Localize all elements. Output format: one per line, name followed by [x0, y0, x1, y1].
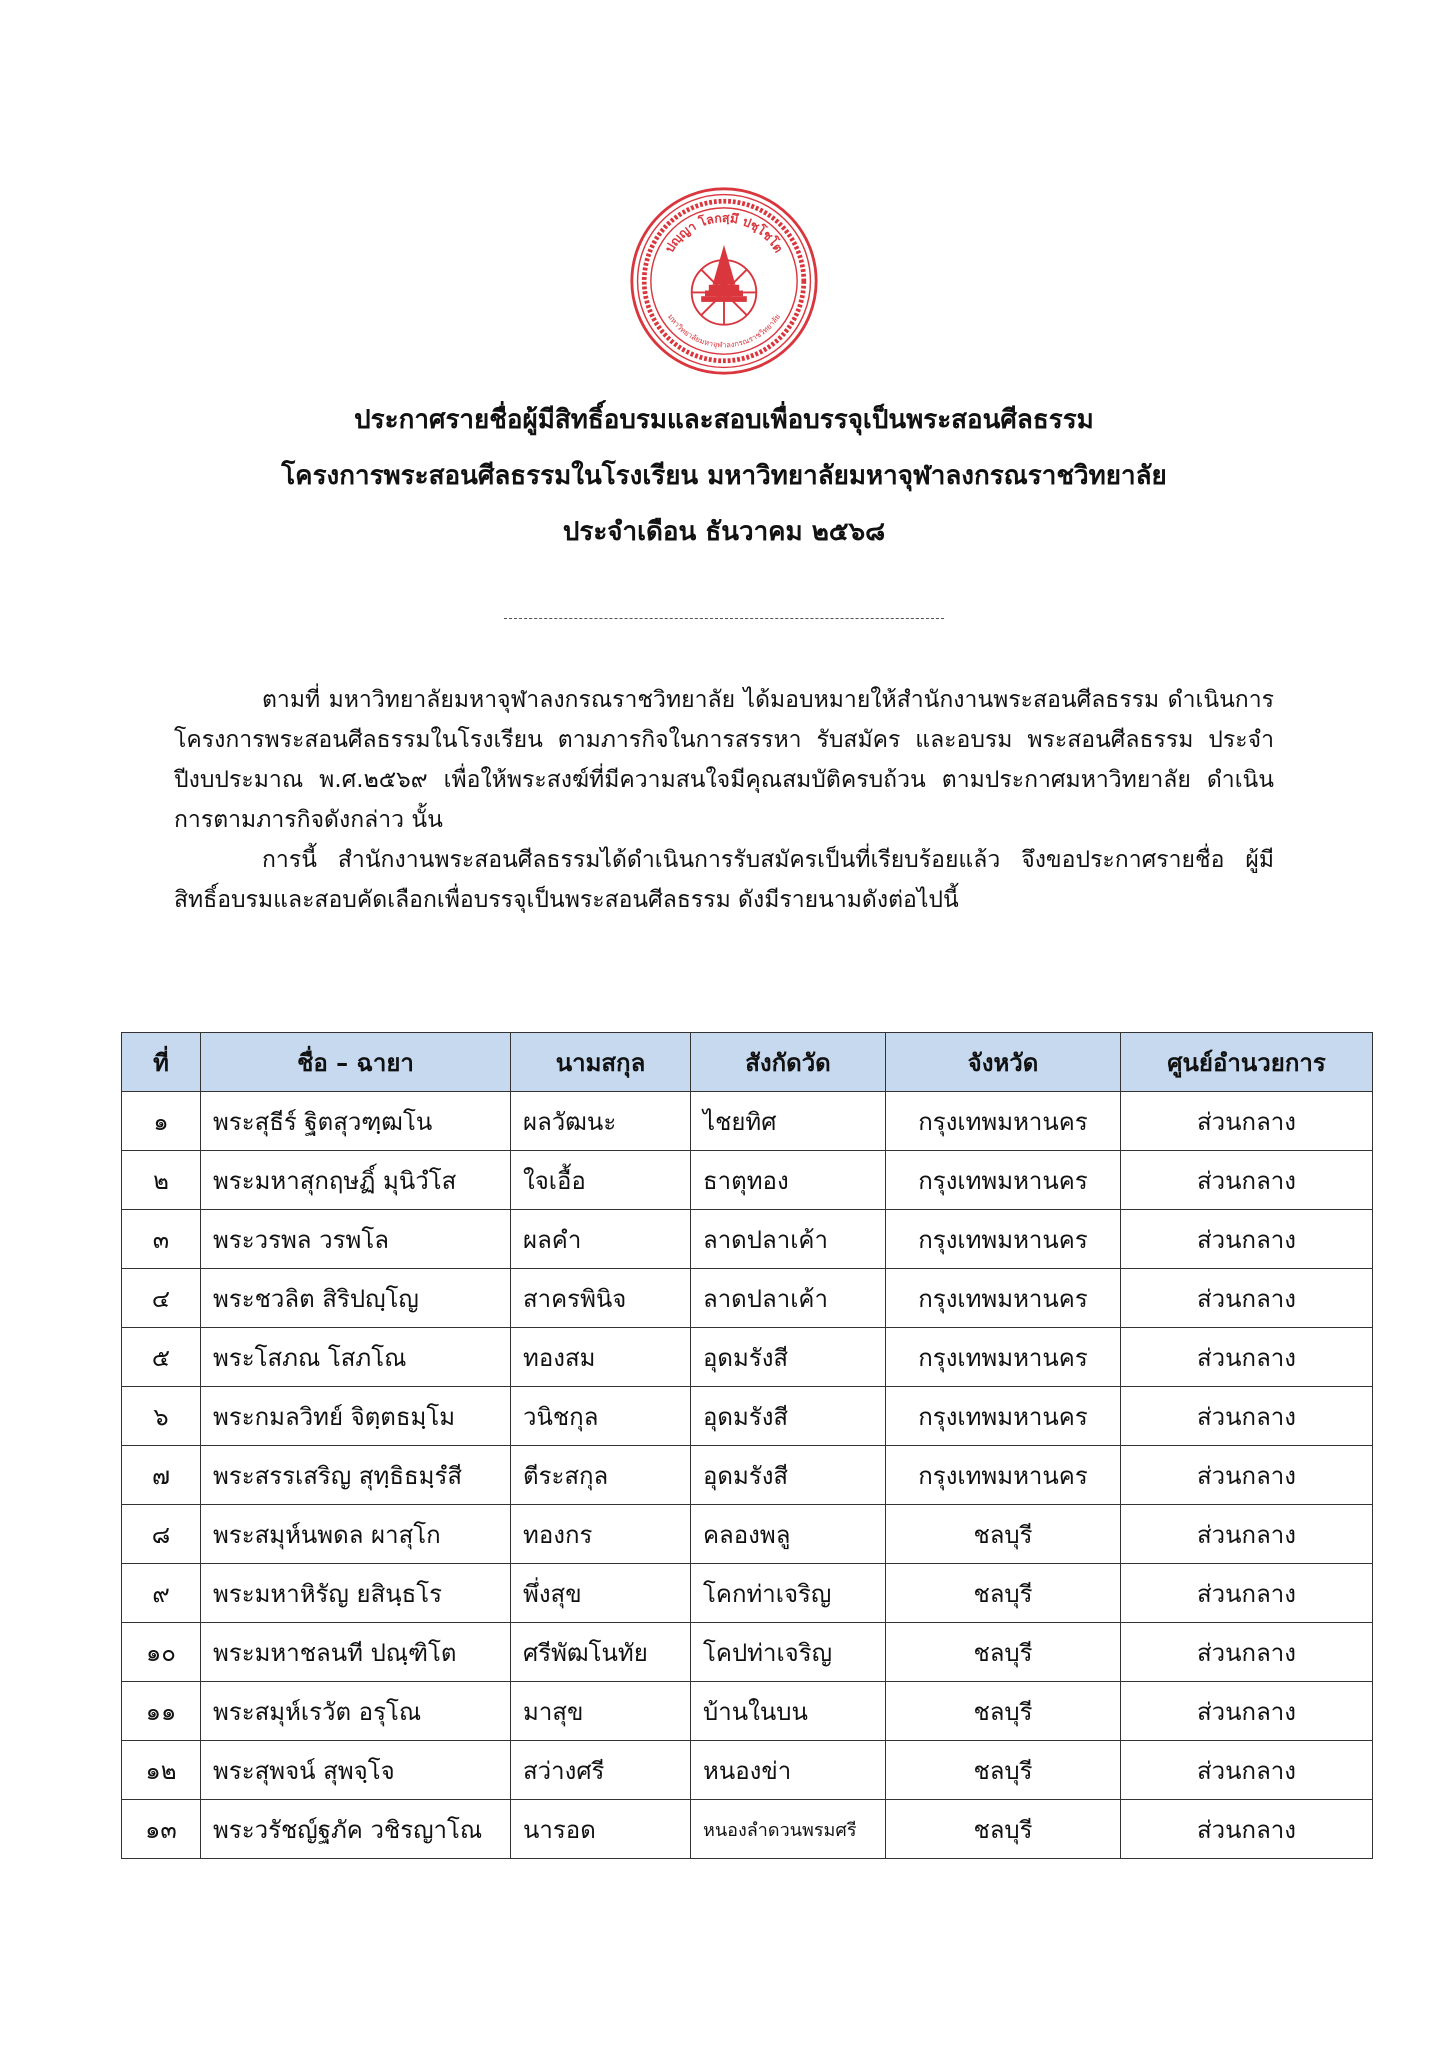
cell-temple: อุดมรังสี: [691, 1328, 886, 1387]
cell-temple: ลาดปลาเค้า: [691, 1269, 886, 1328]
cell-center: ส่วนกลาง: [1121, 1092, 1373, 1151]
announcement-body: [174, 680, 1274, 920]
cell-surname: ใจเอื้อ: [511, 1151, 691, 1210]
table-row: [122, 1623, 1373, 1682]
cell-temple: บ้านในบน: [691, 1682, 886, 1741]
seal-university-name: มหาวิทยาลัยมหาจุฬาลงกรณราชวิทยาลัย: [665, 312, 783, 350]
cell-province: กรุงเทพมหานคร: [886, 1210, 1121, 1269]
table-row: [122, 1741, 1373, 1800]
header-surname: นามสกุล: [511, 1033, 691, 1092]
cell-province: ชลบุรี: [886, 1741, 1121, 1800]
cell-no: ๖: [122, 1387, 201, 1446]
cell-surname: ตีระสกุล: [511, 1446, 691, 1505]
cell-temple: โคกท่าเจริญ: [691, 1564, 886, 1623]
title-line-1: ประกาศรายชื่อผู้มีสิทธิ์อบรมและสอบเพื่อบรรจุเป็นพระสอนศีลธรรม: [354, 405, 1094, 435]
candidate-table: [121, 1032, 1373, 1859]
cell-province: กรุงเทพมหานคร: [886, 1446, 1121, 1505]
cell-temple: อุดมรังสี: [691, 1446, 886, 1505]
seal-motto: ปญฺญา โลกสฺมึ ปชฺโชโต: [662, 211, 786, 256]
cell-province: กรุงเทพมหานคร: [886, 1328, 1121, 1387]
table-row: [122, 1210, 1373, 1269]
cell-province: ชลบุรี: [886, 1682, 1121, 1741]
cell-surname: พึ่งสุข: [511, 1564, 691, 1623]
divider-line: [504, 618, 944, 619]
cell-temple: อุดมรังสี: [691, 1387, 886, 1446]
cell-temple: ไชยทิศ: [691, 1092, 886, 1151]
cell-province: กรุงเทพมหานคร: [886, 1151, 1121, 1210]
cell-surname: ผลวัฒนะ: [511, 1092, 691, 1151]
title-line-2: โครงการพระสอนศีลธรรมในโรงเรียน มหาวิทยาลัยมหาจุฬาลงกรณราชวิทยาลัย: [281, 461, 1167, 491]
cell-province: ชลบุรี: [886, 1505, 1121, 1564]
body-paragraph-1: ตามที่ มหาวิทยาลัยมหาจุฬาลงกรณราชวิทยาลัย ได้มอบหมายให้สำนักงานพระสอนศีลธรรม ดำเนินการโครงการพระสอนศีลธรรมในโรงเรียน ตามภารกิจในการสรรหา รับสมัคร และอบรม พระสอนศีลธรรม ประจำปีงบประมาณ พ.ศ.๒๕๖๙ เพื่อให้พระสงฆ์ที่มีความสนใจมีคุณสมบัติครบถ้วน ตามประกาศมหาวิทยาลัย ดำเนินการตามภารกิจดังกล่าว นั้น: [174, 687, 1274, 833]
announcement-title: [0, 405, 1448, 573]
cell-center: ส่วนกลาง: [1121, 1269, 1373, 1328]
cell-temple: หนองลำดวนพรมศรี: [691, 1800, 886, 1859]
cell-temple: ลาดปลาเค้า: [691, 1210, 886, 1269]
cell-name: พระวรพล วรพโล: [201, 1210, 511, 1269]
header-name: ชื่อ – ฉายา: [201, 1033, 511, 1092]
cell-no: ๙: [122, 1564, 201, 1623]
table-row: [122, 1446, 1373, 1505]
cell-name: พระมหาหิรัญ ยสินฺธโร: [201, 1564, 511, 1623]
cell-surname: ทองกร: [511, 1505, 691, 1564]
cell-name: พระสุพจน์ สุพจฺโจ: [201, 1741, 511, 1800]
cell-center: ส่วนกลาง: [1121, 1387, 1373, 1446]
cell-center: ส่วนกลาง: [1121, 1564, 1373, 1623]
cell-name: พระมหาชลนที ปณฺฑิโต: [201, 1623, 511, 1682]
cell-center: ส่วนกลาง: [1121, 1210, 1373, 1269]
cell-center: ส่วนกลาง: [1121, 1741, 1373, 1800]
cell-center: ส่วนกลาง: [1121, 1328, 1373, 1387]
header-center: ศูนย์อำนวยการ: [1121, 1033, 1373, 1092]
cell-no: ๑๐: [122, 1623, 201, 1682]
cell-name: พระสมุห์เรวัต อรุโณ: [201, 1682, 511, 1741]
table-row: [122, 1682, 1373, 1741]
table-row: [122, 1505, 1373, 1564]
title-line-3: ประจำเดือน ธันวาคม ๒๕๖๘: [562, 517, 886, 547]
header-province: จังหวัด: [886, 1033, 1121, 1092]
cell-surname: วนิชกุล: [511, 1387, 691, 1446]
table-row: [122, 1092, 1373, 1151]
cell-temple: หนองข่า: [691, 1741, 886, 1800]
cell-name: พระชวลิต สิริปญฺโญ: [201, 1269, 511, 1328]
cell-temple: โคปท่าเจริญ: [691, 1623, 886, 1682]
table-row: [122, 1564, 1373, 1623]
cell-center: ส่วนกลาง: [1121, 1623, 1373, 1682]
cell-no: ๑๑: [122, 1682, 201, 1741]
cell-province: ชลบุรี: [886, 1800, 1121, 1859]
cell-surname: สว่างศรี: [511, 1741, 691, 1800]
cell-province: กรุงเทพมหานคร: [886, 1269, 1121, 1328]
cell-no: ๒: [122, 1151, 201, 1210]
cell-no: ๑๓: [122, 1800, 201, 1859]
cell-temple: คลองพลู: [691, 1505, 886, 1564]
cell-center: ส่วนกลาง: [1121, 1151, 1373, 1210]
table-row: [122, 1800, 1373, 1859]
cell-name: พระวรัชญ์ฐภัค วชิรญาโณ: [201, 1800, 511, 1859]
table-row: [122, 1387, 1373, 1446]
cell-center: ส่วนกลาง: [1121, 1505, 1373, 1564]
cell-no: ๔: [122, 1269, 201, 1328]
cell-surname: ศรีพัฒโนทัย: [511, 1623, 691, 1682]
cell-name: พระมหาสุกฤษฏิ์ มุนิวํโส: [201, 1151, 511, 1210]
body-paragraph-2: การนี้ สำนักงานพระสอนศีลธรรมได้ดำเนินการรับสมัครเป็นที่เรียบร้อยแล้ว จึงขอประกาศรายชื่อ ผู้มีสิทธิ์อบรมและสอบคัดเลือกเพื่อบรรจุเป็นพระสอนศีลธรรม ดังมีรายนามดังต่อไปนี้: [174, 847, 1274, 913]
stupa-icon: [701, 245, 747, 302]
cell-province: กรุงเทพมหานคร: [886, 1092, 1121, 1151]
cell-province: ชลบุรี: [886, 1564, 1121, 1623]
header-no: ที่: [122, 1033, 201, 1092]
cell-surname: นารอด: [511, 1800, 691, 1859]
header-temple: สังกัดวัด: [691, 1033, 886, 1092]
cell-temple: ธาตุทอง: [691, 1151, 886, 1210]
university-seal-logo: [629, 186, 819, 376]
table-row: [122, 1269, 1373, 1328]
cell-center: ส่วนกลาง: [1121, 1800, 1373, 1859]
cell-name: พระโสภณ โสภโณ: [201, 1328, 511, 1387]
cell-no: ๗: [122, 1446, 201, 1505]
cell-name: พระสมุห์นพดล ผาสุโก: [201, 1505, 511, 1564]
cell-center: ส่วนกลาง: [1121, 1446, 1373, 1505]
cell-name: พระสรรเสริญ สุทฺธิธมฺรํสี: [201, 1446, 511, 1505]
cell-surname: มาสุข: [511, 1682, 691, 1741]
cell-province: กรุงเทพมหานคร: [886, 1387, 1121, 1446]
cell-no: ๓: [122, 1210, 201, 1269]
cell-no: ๑๒: [122, 1741, 201, 1800]
table-row: [122, 1151, 1373, 1210]
cell-center: ส่วนกลาง: [1121, 1682, 1373, 1741]
cell-no: ๑: [122, 1092, 201, 1151]
table-row: [122, 1328, 1373, 1387]
cell-name: พระสุธีร์ ฐิตสุวฑฺฒโน: [201, 1092, 511, 1151]
cell-surname: ผลคำ: [511, 1210, 691, 1269]
cell-no: ๘: [122, 1505, 201, 1564]
cell-province: ชลบุรี: [886, 1623, 1121, 1682]
cell-no: ๕: [122, 1328, 201, 1387]
cell-surname: สาครพินิจ: [511, 1269, 691, 1328]
cell-surname: ทองสม: [511, 1328, 691, 1387]
table-header-row: [122, 1033, 1373, 1092]
cell-name: พระกมลวิทย์ จิตฺตธมฺโม: [201, 1387, 511, 1446]
